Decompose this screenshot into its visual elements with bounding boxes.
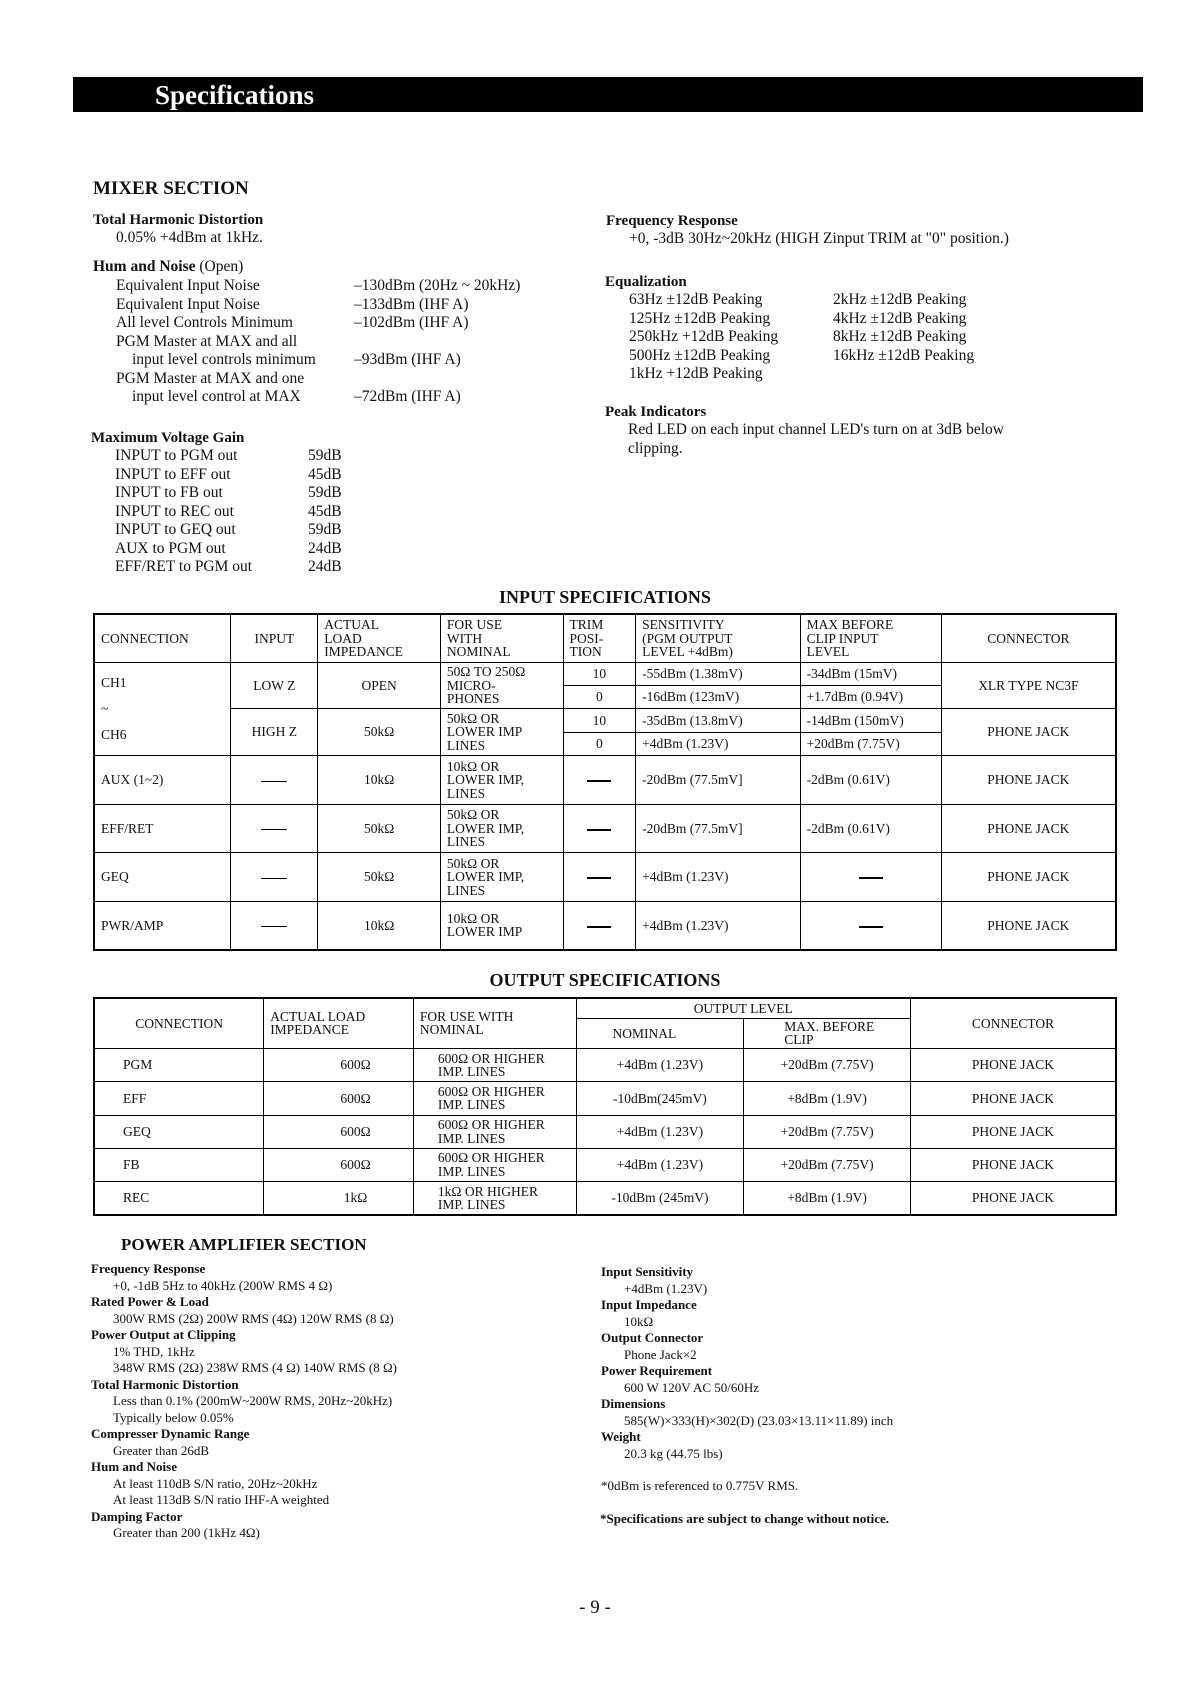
pwramp-impedance: 10kΩ [318,901,441,950]
spec-heading: Frequency Response [91,1261,206,1276]
peak-indicators-line2: clipping. [628,440,683,457]
lowz-trim-1: 10 [563,663,636,686]
freq-response-heading: Frequency Response [606,213,738,229]
hum-value: –102dBm (IHF A) [354,314,469,331]
geq-nominal-l3: LINES [446,882,486,898]
spec-value: 1% THD, 1kHz [113,1343,195,1359]
hum-value: –93dBm (IHF A) [354,351,461,368]
geq-nominal [440,853,563,902]
spec-value: Phone Jack×2 [624,1346,697,1362]
hum-label: All level Controls Minimum [116,314,293,331]
spec-heading: Damping Factor [91,1508,183,1524]
out-level: -10dBm (245mV) [576,1182,744,1215]
effret-max: -2dBm (0.61V) [800,804,941,853]
highz-input: HIGH Z [231,708,318,756]
spec-heading: Output Connector [601,1330,704,1345]
spec-heading: Compresser Dynamic Range [91,1426,250,1441]
aux-connection: AUX (1~2) [94,756,231,805]
highz-sens-1: -35dBm (13.8mV) [636,708,801,733]
tilde-label: ~ [101,701,109,717]
dash-mark [261,781,287,782]
out-level: +4dBm (1.23V) [576,1115,744,1148]
effret-connector: PHONE JACK [941,804,1116,853]
mvg-heading: Maximum Voltage Gain [91,430,245,446]
effret-sens: -20dBm (77.5mV] [636,804,801,853]
out-connection: EFF [94,1082,264,1115]
eq-item: 16kHz ±12dB Peaking [833,346,975,364]
dbm-note: *0dBm is referenced to 0.775V RMS. [601,1478,799,1493]
pwramp-max [800,901,941,950]
hum-label: Equivalent Input Noise [116,277,260,294]
mvg-label: INPUT to FB out [115,484,223,501]
header-impedance-l3: IMPEDANCE [324,644,404,660]
effret-nominal-l3: LINES [446,834,486,850]
output-rows [94,1048,1116,1215]
header-max [800,614,941,663]
mvg-label: AUX to PGM out [115,539,226,557]
out-nominal [413,1048,576,1081]
highz-nominal-l3: LINES [446,737,486,753]
mvg-value: 59dB [308,484,342,501]
hum-noise-label: Hum and Noise [93,258,196,275]
ch1-label: CH1 [101,675,127,691]
peak-indicators-line1: Red LED on each input channel LED's turn on at 3dB below [628,421,1004,438]
spec-value: At least 110dB S/N ratio, 20Hz~20kHz [113,1475,318,1491]
table-row [94,1148,1116,1181]
lowz-connector: XLR TYPE NC3F [941,663,1116,708]
hum-value: –130dBm (20Hz ~ 20kHz) [354,277,521,294]
out-nominal [413,1115,576,1148]
out-max: +20dBm (7.75V) [744,1115,911,1148]
mvg-value: 45dB [308,502,342,520]
out-connection: PGM [94,1048,264,1081]
spec-value: 20.3 kg (44.75 lbs) [624,1445,723,1461]
input-header-row [94,614,1116,663]
out-level: +4dBm (1.23V) [576,1048,744,1081]
geq-impedance: 50kΩ [318,853,441,902]
hum-value: –72dBm (IHF A) [354,388,461,405]
geq-connector: PHONE JACK [941,853,1116,902]
mvg-value: 24dB [308,539,342,557]
hum-noise-heading [93,258,243,276]
output-spec-title: OUTPUT SPECIFICATIONS [489,970,721,990]
out-max: +20dBm (7.75V) [744,1048,911,1081]
spec-value: Typically below 0.05% [113,1409,234,1425]
pwramp-sens: +4dBm (1.23V) [636,901,801,950]
spec-value: 600 W 120V AC 50/60Hz [624,1379,760,1395]
out-connection: FB [94,1148,264,1181]
lowz-impedance: OPEN [318,663,441,708]
spec-value: +0, -1dB 5Hz to 40kHz (200W RMS 4 Ω) [113,1277,333,1293]
header-max-l1: MAX BEFORE [806,617,894,633]
lowz-sens-1: -55dBm (1.38mV) [636,663,801,686]
table-row [94,1048,1116,1081]
highz-nominal-l2: LOWER IMP [446,724,523,740]
geq-input [231,853,318,902]
header-sens-l1: SENSITIVITY [642,617,725,633]
out-impedance: 600Ω [264,1048,414,1081]
change-note: *Specifications are subject to change without notice. [600,1511,889,1526]
eq-list-right [833,291,974,365]
hum-label: input level control at MAX [132,388,301,405]
aux-trim [563,756,636,805]
out-nominal-l2: IMP. LINES [437,1064,506,1080]
table-row [94,901,1116,950]
out-header-max [744,1018,911,1048]
out-header-impedance [264,998,414,1048]
header-sens-l2: (PGM OUTPUT [642,630,733,646]
out-connection: REC [94,1182,264,1215]
geq-nominal-l2: LOWER IMP, [446,869,525,885]
geq-max [800,853,941,902]
peak-indicators-heading: Peak Indicators [605,404,707,420]
table-row [94,663,1116,686]
dash-mark [587,877,611,879]
spec-heading: Hum and Noise [91,1459,177,1474]
lowz-max-2: +1.7dBm (0.94V) [800,685,941,708]
freq-response-value: +0, -3dB 30Hz~20kHz (HIGH Zinput TRIM at "0" position.) [629,230,1009,247]
spec-value: Greater than 200 (1kHz 4Ω) [113,1525,260,1540]
ch6-label: CH6 [101,727,127,743]
header-trim-l1: TRIM [569,617,604,633]
spec-heading: Power Requirement [601,1363,713,1378]
out-header-nominal [413,998,576,1048]
lowz-max-1: -34dBm (15mV) [800,663,941,686]
geq-trim [563,853,636,902]
highz-max-2: +20dBm (7.75V) [800,733,941,756]
dash-mark [859,877,883,879]
dash-mark [587,829,611,831]
effret-nominal-l2: LOWER IMP, [446,820,525,836]
out-nominal-l2: IMP. LINES [437,1097,506,1113]
out-nominal-l1: 1kΩ OR HIGHER [437,1183,538,1199]
out-level: +4dBm (1.23V) [576,1148,744,1181]
out-connector: PHONE JACK [910,1082,1116,1115]
table-row [94,1115,1116,1148]
lowz-nominal [440,663,563,708]
header-input: INPUT [231,614,318,663]
out-header-connection: CONNECTION [94,998,264,1048]
aux-sens: -20dBm (77.5mV] [636,756,801,805]
aux-connector: PHONE JACK [941,756,1116,805]
hum-value: –133dBm (IHF A) [354,295,469,313]
pwramp-nominal-l2: LOWER IMP [446,924,523,940]
page-number: - 9 - [579,1597,611,1618]
out-nominal-l1: 600Ω OR HIGHER [437,1083,545,1099]
eq-item: 4kHz ±12dB Peaking [833,309,967,327]
pwramp-connector: PHONE JACK [941,901,1116,950]
spec-value: 348W RMS (2Ω) 238W RMS (4 Ω) 140W RMS (8 Ω) [113,1360,397,1375]
out-max: +20dBm (7.75V) [744,1148,911,1181]
out-nominal-l1: 600Ω OR HIGHER [437,1150,545,1166]
out-header-impedance-l2: IMPEDANCE [270,1022,349,1038]
eq-item: 500Hz ±12dB Peaking [629,346,771,364]
out-header-max-l1: MAX. BEFORE [784,1018,875,1034]
out-nominal-l1: 600Ω OR HIGHER [437,1117,545,1133]
header-nominal-l3: NOMINAL [446,644,511,660]
mvg-value: 45dB [308,465,342,483]
pwramp-trim [563,901,636,950]
out-impedance: 600Ω [264,1115,414,1148]
geq-connection: GEQ [94,853,231,902]
header-nominal-l2: WITH [446,630,483,646]
out-nominal-l2: IMP. LINES [437,1197,506,1213]
ch1-ch6-cell [94,663,231,756]
mvg-value: 24dB [308,558,342,575]
out-header-nominal-l1: FOR USE WITH [419,1008,514,1024]
aux-input [231,756,318,805]
out-nominal-l2: IMP. LINES [437,1163,506,1179]
header-impedance-l1: ACTUAL [324,617,380,633]
power-right-list [601,1264,893,1462]
spec-value: Less than 0.1% (200mW~200W RMS, 20Hz~20kHz) [113,1393,393,1408]
out-connector: PHONE JACK [910,1148,1116,1181]
aux-nominal-l1: 10kΩ OR [446,758,500,774]
aux-impedance: 10kΩ [318,756,441,805]
thd-heading: Total Harmonic Distortion [93,212,264,228]
pwramp-nominal [440,901,563,950]
lowz-nominal-l1: 50Ω TO 250Ω [446,664,526,680]
out-nominal [413,1082,576,1115]
eq-item: 250kHz +12dB Peaking [629,328,779,345]
out-max: +8dBm (1.9V) [744,1082,911,1115]
lowz-nominal-l2: MICRO- [446,677,496,693]
header-impedance [318,614,441,663]
table-row [94,1182,1116,1215]
output-spec-table [93,997,1117,1216]
header-connector: CONNECTOR [941,614,1116,663]
spec-value: At least 113dB S/N ratio IHF-A weighted [113,1492,330,1507]
out-nominal [413,1182,576,1215]
out-nominal [413,1148,576,1181]
header-sensitivity [636,614,801,663]
thd-value: 0.05% +4dBm at 1kHz. [116,229,263,246]
effret-nominal-l1: 50kΩ OR [446,807,500,823]
dash-mark [587,926,611,928]
highz-max-1: -14dBm (150mV) [800,708,941,733]
lowz-nominal-l3: PHONES [446,691,500,707]
highz-trim-1: 10 [563,708,636,733]
highz-impedance: 50kΩ [318,708,441,756]
lowz-trim-2: 0 [563,685,636,708]
out-header-nominal-level: NOMINAL [576,1018,744,1048]
equalization-heading: Equalization [605,274,687,290]
spec-value: Greater than 26dB [113,1442,210,1458]
header-max-l3: LEVEL [806,644,850,660]
highz-connector: PHONE JACK [941,708,1116,756]
out-impedance: 600Ω [264,1082,414,1115]
mvg-value: 59dB [308,447,342,464]
out-header-connector: CONNECTOR [910,998,1116,1048]
input-spec-table [93,613,1117,951]
eq-list-left [629,291,778,384]
header-trim-l2: POSI- [569,630,604,646]
power-section-title: POWER AMPLIFIER SECTION [121,1235,367,1254]
eq-item: 63Hz ±12dB Peaking [629,291,763,308]
effret-input [231,804,318,853]
effret-trim [563,804,636,853]
aux-nominal [440,756,563,805]
dash-mark [261,878,287,879]
out-level: -10dBm(245mV) [576,1082,744,1115]
highz-trim-2: 0 [563,733,636,756]
mvg-label: EFF/RET to PGM out [115,558,253,575]
effret-impedance: 50kΩ [318,804,441,853]
out-header-impedance-l1: ACTUAL LOAD [270,1008,366,1024]
aux-nominal-l2: LOWER IMP, [446,772,525,788]
hum-label: input level controls minimum [132,351,316,368]
table-row [94,708,1116,733]
highz-nominal-l1: 50kΩ OR [446,710,500,726]
header-connection: CONNECTION [94,614,231,663]
out-nominal-l1: 600Ω OR HIGHER [437,1050,545,1066]
spec-heading: Dimensions [601,1396,666,1411]
dash-mark [261,926,287,927]
header-nominal-l1: FOR USE [446,617,503,633]
mvg-label: INPUT to PGM out [115,447,238,464]
header-max-l2: CLIP INPUT [806,630,879,646]
aux-nominal-l3: LINES [446,785,486,801]
table-row [94,804,1116,853]
pwramp-connection: PWR/AMP [94,901,231,950]
out-nominal-l2: IMP. LINES [437,1130,506,1146]
hum-noise-suffix: (Open) [195,258,244,275]
mvg-label: INPUT to EFF out [115,465,231,483]
eq-item: 8kHz ±12dB Peaking [833,328,967,345]
spec-value: 585(W)×333(H)×302(D) (23.03×13.11×11.89) inch [624,1412,894,1428]
out-connection: GEQ [94,1115,264,1148]
out-connector: PHONE JACK [910,1115,1116,1148]
spec-heading: Input Impedance [601,1297,697,1312]
eq-item: 2kHz ±12dB Peaking [833,291,967,308]
mvg-label: INPUT to REC out [115,502,234,520]
out-impedance: 1kΩ [264,1182,414,1215]
header-nominal [440,614,563,663]
out-connector: PHONE JACK [910,1182,1116,1215]
effret-connection: EFF/RET [94,804,231,853]
header-impedance-l2: LOAD [324,630,362,646]
highz-sens-2: +4dBm (1.23V) [636,733,801,756]
table-row [94,853,1116,902]
pwramp-input [231,901,318,950]
highz-nominal [440,708,563,756]
pwramp-nominal-l1: 10kΩ OR [446,910,500,926]
out-header-output-level: OUTPUT LEVEL [576,998,910,1018]
table-row [94,1082,1116,1115]
header-trim-l3: TION [569,644,602,660]
spec-heading: Weight [601,1429,641,1444]
spec-heading: Power Output at Clipping [91,1327,236,1342]
hum-label: PGM Master at MAX and all [116,332,298,350]
hum-label: PGM Master at MAX and one [116,369,305,387]
output-header-row [94,998,1116,1018]
table-row [94,756,1116,805]
lowz-sens-2: -16dBm (123mV) [636,685,801,708]
hum-label: Equivalent Input Noise [116,295,260,313]
out-max: +8dBm (1.9V) [744,1182,911,1215]
out-connector: PHONE JACK [910,1048,1116,1081]
effret-nominal [440,804,563,853]
out-impedance: 600Ω [264,1148,414,1181]
spec-heading: Input Sensitivity [601,1264,694,1279]
mixer-section-title: MIXER SECTION [93,178,249,199]
spec-heading: Rated Power & Load [91,1294,209,1309]
eq-item: 1kHz +12dB Peaking [629,365,763,382]
lowz-input: LOW Z [231,663,318,708]
geq-nominal-l1: 50kΩ OR [446,855,500,871]
geq-sens: +4dBm (1.23V) [636,853,801,902]
spec-value: +4dBm (1.23V) [624,1280,708,1296]
eq-item: 125Hz ±12dB Peaking [629,309,771,327]
header-sens-l3: LEVEL +4dBm) [642,644,733,660]
out-header-nominal-l2: NOMINAL [419,1022,484,1038]
dash-mark [261,829,287,830]
page-title: Specifications [155,80,314,110]
input-spec-title: INPUT SPECIFICATIONS [499,587,711,607]
dash-mark [587,780,611,782]
aux-max: -2dBm (0.61V) [800,756,941,805]
spec-value: 10kΩ [624,1313,654,1329]
spec-value: 300W RMS (2Ω) 200W RMS (4Ω) 120W RMS (8 Ω) [113,1310,394,1326]
spec-heading: Total Harmonic Distortion [91,1376,239,1392]
power-left-list [91,1261,397,1542]
mvg-label: INPUT to GEQ out [115,521,236,538]
header-trim [563,614,636,663]
dash-mark [859,926,883,928]
out-header-max-l2: CLIP [784,1032,814,1048]
mvg-value: 59dB [308,521,342,538]
